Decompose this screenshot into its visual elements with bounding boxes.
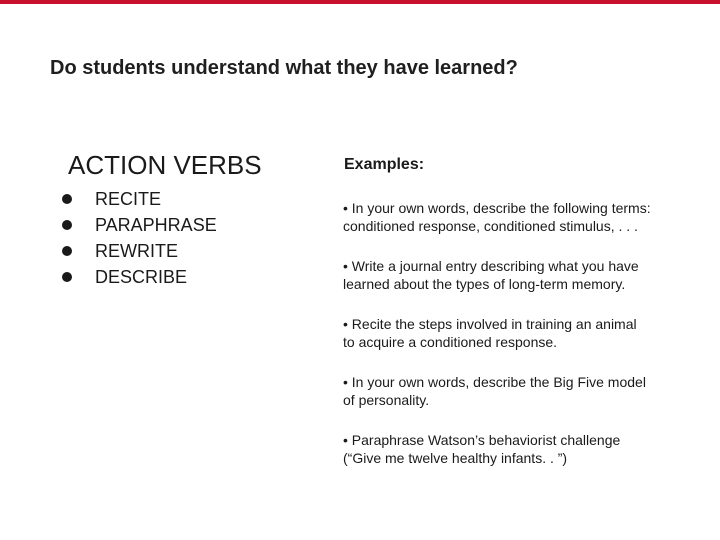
examples-list (343, 199, 703, 489)
verb-label: REWRITE (95, 240, 178, 261)
examples-heading: Examples: (344, 156, 425, 173)
example-item: • In your own words, describe the following terms: conditioned response, conditioned stimulus, . . . (343, 200, 651, 234)
bullet-icon (62, 246, 72, 256)
verb-label: PARAPHRASE (95, 214, 217, 235)
slide-title: Do students understand what they have learned? (50, 57, 518, 79)
list-item (62, 264, 217, 290)
verb-label: DESCRIBE (95, 266, 188, 287)
example-item: • Paraphrase Watson’s behaviorist challenge (“Give me twelve healthy infants. . ”) (343, 432, 621, 466)
list-item (62, 238, 217, 264)
bullet-icon (62, 194, 72, 204)
list-item (62, 186, 217, 212)
action-verbs-heading: ACTION VERBS (68, 150, 262, 180)
accent-bar (0, 0, 720, 4)
example-item: • Write a journal entry describing what you have learned about the types of long-term memory. (343, 258, 639, 292)
bullet-icon (62, 220, 72, 230)
verb-label: RECITE (95, 188, 162, 209)
example-item: • Recite the steps involved in training an animal to acquire a conditioned response. (343, 316, 637, 350)
list-item (62, 212, 217, 238)
bullet-icon (62, 272, 72, 282)
example-item: • In your own words, describe the Big Five model of personality. (343, 374, 646, 408)
action-verbs-list (62, 186, 217, 290)
